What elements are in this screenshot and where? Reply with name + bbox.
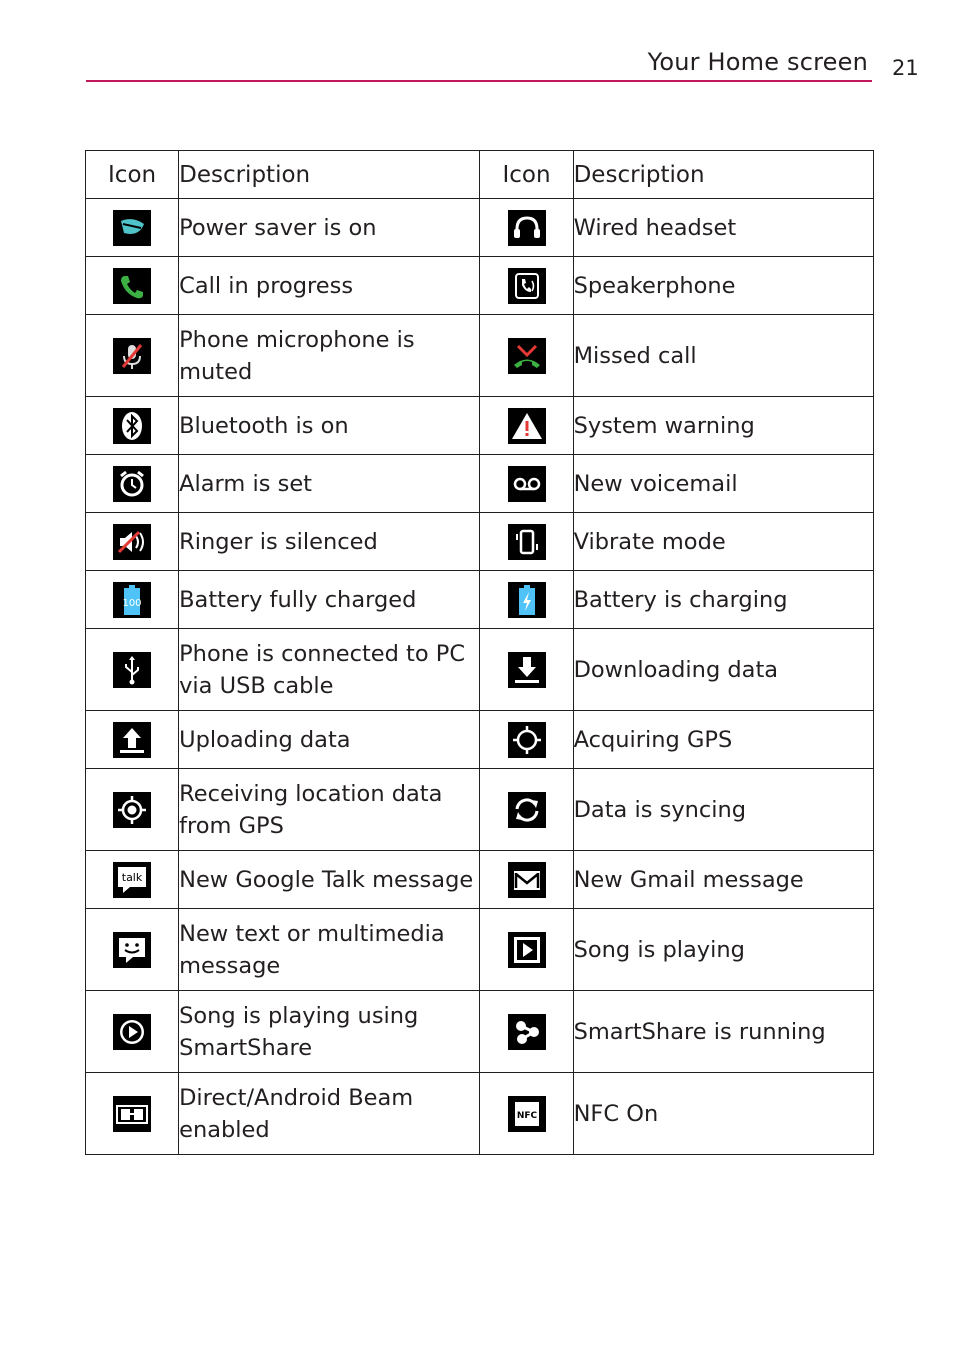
system-warning-icon <box>508 408 546 444</box>
mic-muted-icon <box>113 338 151 374</box>
table-header-row <box>86 151 874 199</box>
icon-description: Data is syncing <box>573 769 873 851</box>
icon-description: Phone is connected to PC via USB cable <box>179 629 480 711</box>
icon-description: Speakerphone <box>573 257 873 315</box>
gmail-icon <box>508 862 546 898</box>
bluetooth-icon <box>113 408 151 444</box>
table-row <box>86 629 874 711</box>
wired-headset-icon <box>508 210 546 246</box>
icon-description: Battery is charging <box>573 571 873 629</box>
icon-description: System warning <box>573 397 873 455</box>
table-row <box>86 851 874 909</box>
battery-charging-icon <box>508 582 546 618</box>
icon-description: Acquiring GPS <box>573 711 873 769</box>
gps-acquiring-icon <box>508 722 546 758</box>
nfc-icon-label: NFC <box>516 1110 537 1121</box>
icon-description: Missed call <box>573 315 873 397</box>
power-saver-icon <box>113 210 151 246</box>
icon-description: New Gmail message <box>573 851 873 909</box>
icon-description: New text or multimedia message <box>179 909 480 991</box>
battery-full-icon <box>113 582 151 618</box>
usb-icon <box>113 652 151 688</box>
column-header-icon: Icon <box>480 151 573 199</box>
icon-description: Receiving location data from GPS <box>179 769 480 851</box>
icon-description: Phone microphone is muted <box>179 315 480 397</box>
voicemail-icon <box>508 466 546 502</box>
ringer-silenced-icon <box>113 524 151 560</box>
android-beam-icon <box>113 1096 151 1132</box>
table-row <box>86 315 874 397</box>
gps-receiving-icon <box>113 792 151 828</box>
status-icons-table <box>85 150 874 1155</box>
battery-level-label: 100 <box>122 597 142 609</box>
alarm-icon <box>113 466 151 502</box>
speakerphone-icon <box>508 268 546 304</box>
icon-description: New Google Talk message <box>179 851 480 909</box>
smartshare-running-icon <box>508 1014 546 1050</box>
smartshare-play-icon <box>113 1014 151 1050</box>
google-talk-icon <box>113 862 151 898</box>
upload-icon <box>113 722 151 758</box>
table-row <box>86 711 874 769</box>
icon-description: Uploading data <box>179 711 480 769</box>
table-row <box>86 909 874 991</box>
header-divider <box>86 80 872 82</box>
download-icon <box>508 652 546 688</box>
icon-description: Call in progress <box>179 257 480 315</box>
icon-description: NFC On <box>573 1073 873 1155</box>
nfc-icon <box>508 1096 546 1132</box>
call-in-progress-icon <box>113 268 151 304</box>
table-row <box>86 769 874 851</box>
talk-icon-label: talk <box>121 870 143 884</box>
vibrate-icon <box>508 524 546 560</box>
column-header-description: Description <box>573 151 873 199</box>
column-header-description: Description <box>179 151 480 199</box>
icon-description: Battery fully charged <box>179 571 480 629</box>
icon-description: Alarm is set <box>179 455 480 513</box>
icon-description: Downloading data <box>573 629 873 711</box>
missed-call-icon <box>508 338 546 374</box>
column-header-icon: Icon <box>86 151 179 199</box>
table-row <box>86 991 874 1073</box>
page-header-title: Your Home screen <box>647 48 868 76</box>
icon-description: SmartShare is running <box>573 991 873 1073</box>
table-row <box>86 571 874 629</box>
icon-description: Wired headset <box>573 199 873 257</box>
icon-description: Ringer is silenced <box>179 513 480 571</box>
table-row <box>86 257 874 315</box>
icon-description: New voicemail <box>573 455 873 513</box>
icon-description: Song is playing using SmartShare <box>179 991 480 1073</box>
song-playing-icon <box>508 932 546 968</box>
table-row <box>86 1073 874 1155</box>
icon-description: Bluetooth is on <box>179 397 480 455</box>
icon-description: Song is playing <box>573 909 873 991</box>
page-number: 21 <box>892 56 919 80</box>
table-row <box>86 199 874 257</box>
sync-icon <box>508 792 546 828</box>
icon-description: Direct/Android Beam enabled <box>179 1073 480 1155</box>
table-row <box>86 397 874 455</box>
icon-description: Power saver is on <box>179 199 480 257</box>
table-row <box>86 455 874 513</box>
text-message-icon <box>113 932 151 968</box>
icon-description: Vibrate mode <box>573 513 873 571</box>
table-row <box>86 513 874 571</box>
